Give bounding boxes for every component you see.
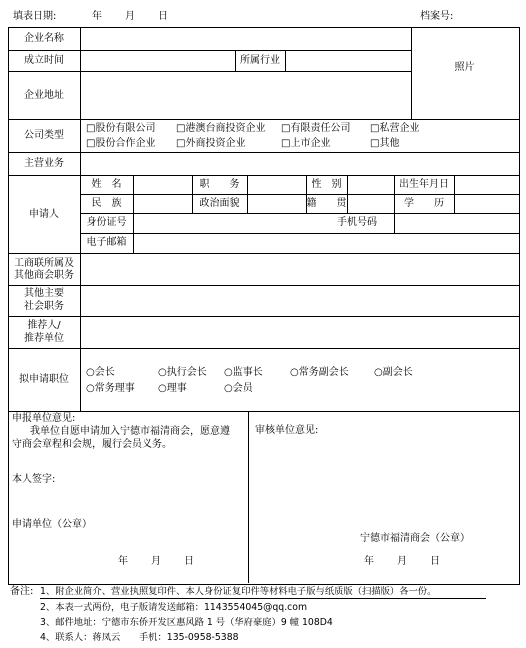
line — [8, 50, 411, 51]
fill-date-label: 填表日期: — [13, 11, 57, 22]
company-type-option[interactable]: □股份有限公司 — [86, 123, 156, 134]
line — [8, 253, 520, 254]
note-underline — [40, 598, 486, 599]
company-type-option[interactable]: □外商投资企业 — [176, 138, 246, 149]
company-type-option[interactable]: □上市企业 — [281, 138, 331, 149]
company-type-option[interactable]: □私营企业 — [370, 123, 420, 134]
applicant-education-label: 学 历 — [404, 198, 444, 209]
photo-label: 照片 — [454, 62, 475, 73]
fill-date-value[interactable]: 年 月 日 — [92, 11, 169, 22]
recommender-label-1: 推荐人/ — [27, 320, 61, 331]
company-type-option[interactable]: □其他 — [370, 138, 400, 149]
applicant-political-status-label: 政治面貌 — [199, 198, 240, 209]
statement-line-2: 守商会章程和会规，履行会员义务。 — [12, 439, 172, 450]
recommender-label-2: 推荐单位 — [24, 333, 64, 344]
company-name-label: 企业名称 — [24, 33, 64, 44]
company-type-option[interactable]: □港澳台商投资企业 — [176, 123, 266, 134]
note-item: 4、联系人：蒋凤云 手机：135-0958-5388 — [40, 632, 239, 643]
established-label: 成立时间 — [24, 55, 64, 66]
other-social-label-1: 其他主要 — [24, 288, 64, 299]
note-item: 3、邮件地址：宁德市东侨开发区惠风路 1 号（华府豪庭）9 幢 108D4 — [40, 617, 333, 628]
archive-number-label: 档案号: — [420, 11, 454, 22]
applicant-name-label: 姓 名 — [91, 179, 122, 190]
applicant-unit-opinion-label: 申报单位意见: — [12, 413, 76, 424]
company-type-option[interactable]: □有限责任公司 — [281, 123, 351, 134]
applicant-email-label: 电子邮箱 — [86, 237, 127, 248]
line — [454, 175, 455, 213]
note-item: 2、本表一式两份，电子版请发送邮箱：1143554045@qq.com — [40, 602, 308, 613]
line — [247, 175, 248, 213]
applicant-date: 年 月 日 — [118, 556, 195, 567]
line — [133, 175, 134, 253]
position-option[interactable]: ○常务理事 — [86, 383, 135, 394]
proposed-position-label: 拟申请职位 — [19, 374, 69, 385]
labor-union-label-1: 工商联所属及 — [14, 258, 74, 269]
industry-label: 所属行业 — [240, 55, 280, 66]
applicant-label: 申请人 — [29, 209, 59, 220]
position-option[interactable]: ○理事 — [158, 383, 187, 394]
labor-union-label-2: 其他商会职务 — [14, 270, 74, 281]
line — [411, 27, 412, 119]
position-option[interactable]: ○副会长 — [374, 367, 413, 378]
line — [248, 411, 249, 583]
line — [8, 152, 520, 153]
company-type-option[interactable]: □股份合作企业 — [86, 138, 156, 149]
address-label: 企业地址 — [24, 90, 64, 101]
applicant-mobile-label: 手机号码 — [337, 217, 377, 228]
other-social-label-2: 社会职务 — [24, 301, 64, 312]
line — [347, 175, 348, 213]
applicant-native-place-label: 籍 贯 — [306, 198, 347, 209]
chamber-seal-label: 宁德市福清商会（公章） — [360, 533, 470, 544]
line — [8, 348, 520, 349]
position-option[interactable]: ○会员 — [224, 383, 253, 394]
position-option[interactable]: ○会长 — [86, 367, 115, 378]
applicant-birth-date-label: 出生年月日 — [399, 179, 449, 190]
line — [80, 213, 520, 214]
line — [8, 71, 411, 72]
line — [8, 285, 520, 286]
line — [8, 119, 520, 120]
note-item: 1、附企业简介、营业执照复印件、本人身份证复印件等材料电子版与纸质版（扫描版）各一份。 — [40, 586, 437, 597]
review-unit-opinion-label: 审核单位意见: — [255, 425, 319, 436]
line — [8, 175, 520, 176]
applicant-id-number-label: 身份证号 — [86, 217, 127, 228]
statement-line-1: 我单位自愿申请加入宁德市福清商会，愿意遵 — [30, 426, 230, 437]
company-type-label: 公司类型 — [24, 130, 64, 141]
line — [8, 411, 520, 412]
applicant-position-label: 职 务 — [199, 179, 240, 190]
line — [285, 50, 286, 71]
applicant-ethnicity-label: 民 族 — [91, 198, 122, 209]
line — [80, 233, 520, 234]
notes-label: 备注: — [10, 586, 34, 597]
main-business-label: 主营业务 — [24, 158, 64, 169]
applicant-unit-seal-label: 申请单位（公章） — [12, 519, 92, 530]
position-option[interactable]: ○执行会长 — [158, 367, 207, 378]
position-option[interactable]: ○监事长 — [224, 367, 263, 378]
review-date: 年 月 日 — [364, 556, 441, 567]
signature-label: 本人签字: — [12, 474, 56, 485]
line — [8, 316, 520, 317]
applicant-gender-label: 性 别 — [311, 179, 342, 190]
position-option[interactable]: ○常务副会长 — [290, 367, 349, 378]
form-frame — [8, 27, 520, 585]
